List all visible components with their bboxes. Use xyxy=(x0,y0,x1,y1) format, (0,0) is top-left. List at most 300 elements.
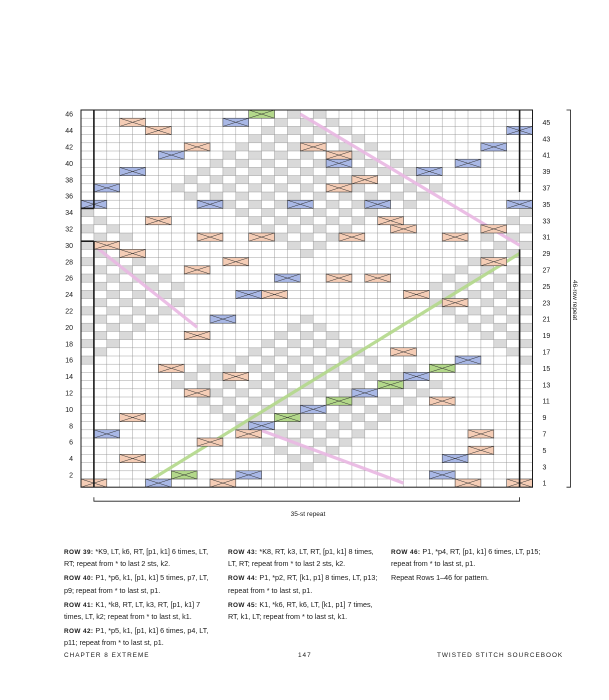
purl-cell xyxy=(287,422,300,430)
purl-cell xyxy=(287,241,300,249)
purl-cell xyxy=(249,167,262,175)
instruction-repeat-note: Repeat Rows 1–46 for pattern. xyxy=(391,573,489,583)
purl-cell xyxy=(275,118,288,126)
purl-cell xyxy=(81,323,94,331)
purl-cell xyxy=(120,233,133,241)
left-row-number: 18 xyxy=(65,341,73,349)
purl-cell xyxy=(365,208,378,216)
purl-cell xyxy=(81,356,94,364)
purl-cell xyxy=(352,184,365,192)
purl-cell xyxy=(326,413,339,421)
purl-cell xyxy=(300,217,313,225)
purl-cell xyxy=(184,372,197,380)
purl-cell xyxy=(520,290,533,298)
stitch-repeat-label: 35-st repeat xyxy=(290,511,326,518)
right-row-number: 15 xyxy=(542,365,551,373)
purl-cell xyxy=(275,364,288,372)
left-row-number: 4 xyxy=(69,456,73,464)
purl-cell xyxy=(442,307,455,315)
purl-cell xyxy=(223,184,236,192)
purl-cell xyxy=(378,184,391,192)
purl-cell xyxy=(287,208,300,216)
purl-cell xyxy=(326,233,339,241)
purl-cell xyxy=(287,323,300,331)
purl-cell xyxy=(133,290,146,298)
purl-cell xyxy=(507,299,520,307)
purl-cell xyxy=(236,208,249,216)
purl-cell xyxy=(507,266,520,274)
purl-cell xyxy=(300,463,313,471)
right-row-number: 7 xyxy=(542,431,547,439)
purl-cell xyxy=(339,438,352,446)
purl-cell xyxy=(287,159,300,167)
purl-cell xyxy=(507,348,520,356)
purl-cell xyxy=(262,176,275,184)
purl-cell xyxy=(275,233,288,241)
left-row-number: 20 xyxy=(65,324,73,332)
purl-cell xyxy=(223,397,236,405)
purl-cell xyxy=(300,331,313,339)
purl-cell xyxy=(494,241,507,249)
stitch-repeat-bracket xyxy=(94,497,520,501)
purl-cell xyxy=(146,266,159,274)
purl-cell xyxy=(507,217,520,225)
purl-cell xyxy=(249,364,262,372)
purl-cell xyxy=(365,422,378,430)
purl-cell xyxy=(158,307,171,315)
instructions-column-1 xyxy=(64,546,214,652)
purl-cell xyxy=(81,225,94,233)
purl-cell xyxy=(236,159,249,167)
purl-cell xyxy=(313,192,326,200)
purl-cell xyxy=(416,389,429,397)
left-row-number: 44 xyxy=(65,128,73,136)
purl-cell xyxy=(326,430,339,438)
purl-cell xyxy=(378,397,391,405)
purl-cell xyxy=(262,208,275,216)
purl-cell xyxy=(391,389,404,397)
purl-cell xyxy=(339,372,352,380)
purl-cell xyxy=(326,217,339,225)
purl-cell xyxy=(300,184,313,192)
purl-cell xyxy=(326,118,339,126)
purl-cell xyxy=(352,430,365,438)
purl-cell xyxy=(429,282,442,290)
left-row-number: 46 xyxy=(65,111,73,119)
purl-cell xyxy=(404,200,417,208)
purl-cell xyxy=(236,389,249,397)
instructions-column-2 xyxy=(228,546,378,625)
purl-cell xyxy=(481,249,494,257)
purl-cell xyxy=(94,331,107,339)
left-row-number: 26 xyxy=(65,275,73,283)
purl-cell xyxy=(468,258,481,266)
purl-cell xyxy=(313,454,326,462)
purl-cell xyxy=(300,151,313,159)
left-row-number: 28 xyxy=(65,259,73,267)
purl-cell xyxy=(275,135,288,143)
purl-cell xyxy=(262,356,275,364)
purl-cell xyxy=(81,208,94,216)
purl-cell xyxy=(300,413,313,421)
purl-cell xyxy=(81,274,94,282)
purl-cell xyxy=(300,364,313,372)
right-row-number: 5 xyxy=(542,447,547,455)
purl-cell xyxy=(313,422,326,430)
purl-cell xyxy=(120,299,133,307)
purl-cell xyxy=(94,299,107,307)
purl-cell xyxy=(326,167,339,175)
purl-cell xyxy=(158,274,171,282)
purl-cell xyxy=(404,381,417,389)
purl-cell xyxy=(275,381,288,389)
purl-cell xyxy=(210,405,223,413)
purl-cell xyxy=(468,323,481,331)
page-number: 147 xyxy=(298,652,312,659)
purl-cell xyxy=(313,340,326,348)
purl-cell xyxy=(120,282,133,290)
right-row-number: 35 xyxy=(542,201,551,209)
purl-cell xyxy=(365,405,378,413)
purl-cell xyxy=(494,340,507,348)
purl-cell xyxy=(197,184,210,192)
purl-cell xyxy=(300,348,313,356)
row-repeat-label: 46-row repeat xyxy=(571,279,578,321)
purl-cell xyxy=(236,143,249,151)
purl-cell xyxy=(210,192,223,200)
right-row-numbers xyxy=(543,120,551,488)
left-row-number: 8 xyxy=(69,423,73,431)
purl-cell xyxy=(146,315,159,323)
purl-cell xyxy=(416,176,429,184)
purl-cell xyxy=(94,282,107,290)
instruction-row-41: ROW 41: K1, *k8, RT, LT, k3, RT, [p1, k1] 7 times, LT, k2; repeat from * to last st, k1. xyxy=(64,599,201,622)
purl-cell xyxy=(262,192,275,200)
purl-cell xyxy=(171,381,184,389)
purl-cell xyxy=(313,356,326,364)
purl-cell xyxy=(339,176,352,184)
right-row-number: 9 xyxy=(542,415,547,423)
purl-cell xyxy=(339,340,352,348)
purl-cell xyxy=(352,413,365,421)
purl-cell xyxy=(378,413,391,421)
purl-cell xyxy=(210,176,223,184)
purl-cell xyxy=(262,159,275,167)
purl-cell xyxy=(223,167,236,175)
purl-cell xyxy=(507,331,520,339)
purl-cell xyxy=(300,397,313,405)
purl-cell xyxy=(365,372,378,380)
purl-cell xyxy=(120,331,133,339)
purl-cell xyxy=(236,192,249,200)
purl-cell xyxy=(133,307,146,315)
purl-cell xyxy=(520,340,533,348)
purl-cell xyxy=(107,323,120,331)
left-row-number: 36 xyxy=(65,193,73,201)
purl-cell xyxy=(313,225,326,233)
purl-cell xyxy=(300,430,313,438)
left-row-number: 34 xyxy=(65,210,73,218)
purl-cell xyxy=(262,438,275,446)
left-row-number: 30 xyxy=(65,242,73,250)
left-row-number: 32 xyxy=(65,226,73,234)
purl-cell xyxy=(262,389,275,397)
purl-cell xyxy=(94,233,107,241)
purl-cell xyxy=(146,299,159,307)
purl-cell xyxy=(378,151,391,159)
purl-cell xyxy=(520,208,533,216)
purl-cell xyxy=(249,381,262,389)
purl-cell xyxy=(339,225,352,233)
purl-cell xyxy=(313,438,326,446)
purl-cell xyxy=(300,249,313,257)
purl-cell xyxy=(133,323,146,331)
right-row-number: 45 xyxy=(542,119,551,127)
purl-cell xyxy=(520,323,533,331)
purl-cell xyxy=(287,143,300,151)
purl-cell xyxy=(275,446,288,454)
purl-cell xyxy=(313,389,326,397)
purl-cell xyxy=(391,372,404,380)
purl-cell xyxy=(210,159,223,167)
purl-cell xyxy=(275,331,288,339)
right-row-number: 17 xyxy=(542,349,551,357)
purl-cell xyxy=(313,110,326,118)
purl-cell xyxy=(249,135,262,143)
purl-cell xyxy=(249,184,262,192)
purl-cell xyxy=(416,192,429,200)
purl-cell xyxy=(107,340,120,348)
purl-cell xyxy=(133,258,146,266)
purl-cell xyxy=(275,217,288,225)
purl-cell xyxy=(339,422,352,430)
purl-cell xyxy=(365,192,378,200)
right-row-number: 3 xyxy=(542,464,547,472)
purl-cell xyxy=(171,299,184,307)
purl-cell xyxy=(494,323,507,331)
purl-cell xyxy=(455,266,468,274)
purl-cell xyxy=(352,135,365,143)
purl-cell xyxy=(197,397,210,405)
right-row-number: 33 xyxy=(542,218,551,226)
purl-cell xyxy=(300,135,313,143)
left-row-number: 10 xyxy=(65,406,73,414)
purl-cell xyxy=(275,348,288,356)
purl-cell xyxy=(120,315,133,323)
purl-cell xyxy=(352,381,365,389)
purl-cell xyxy=(236,405,249,413)
purl-cell xyxy=(313,208,326,216)
purl-cell xyxy=(494,290,507,298)
purl-cell xyxy=(287,225,300,233)
purl-cell xyxy=(210,372,223,380)
purl-cell xyxy=(107,307,120,315)
purl-cell xyxy=(352,397,365,405)
purl-cell xyxy=(378,364,391,372)
purl-cell xyxy=(520,241,533,249)
purl-cell xyxy=(287,405,300,413)
purl-cell xyxy=(184,192,197,200)
purl-cell xyxy=(391,192,404,200)
purl-cell xyxy=(365,143,378,151)
instruction-row-46: ROW 46: P1, *p4, RT, [p1, k1] 6 times, LT, p15; repeat from * to last st, p1. xyxy=(391,547,541,569)
purl-cell xyxy=(287,454,300,462)
right-row-number: 13 xyxy=(542,382,551,390)
purl-cell xyxy=(520,274,533,282)
right-row-number: 19 xyxy=(542,333,551,341)
right-row-number: 23 xyxy=(542,300,551,308)
purl-cell xyxy=(236,356,249,364)
purl-cell xyxy=(313,323,326,331)
purl-cell xyxy=(313,241,326,249)
purl-cell xyxy=(404,397,417,405)
purl-cell xyxy=(494,307,507,315)
purl-cell xyxy=(287,126,300,134)
purl-cell xyxy=(249,151,262,159)
purl-cell xyxy=(287,340,300,348)
purl-cell xyxy=(171,184,184,192)
purl-cell xyxy=(287,192,300,200)
purl-cell xyxy=(262,372,275,380)
purl-cell xyxy=(197,364,210,372)
purl-cell xyxy=(236,176,249,184)
purl-cell xyxy=(339,208,352,216)
purl-cell xyxy=(326,446,339,454)
purl-cell xyxy=(365,356,378,364)
purl-cell xyxy=(481,331,494,339)
row-repeat-bracket xyxy=(567,110,571,487)
left-row-number: 6 xyxy=(69,439,73,447)
right-row-number: 31 xyxy=(542,234,551,242)
purl-cell xyxy=(275,167,288,175)
purl-cell xyxy=(171,282,184,290)
purl-cell xyxy=(313,159,326,167)
purl-cell xyxy=(520,258,533,266)
purl-cell xyxy=(326,200,339,208)
purl-cell xyxy=(481,315,494,323)
purl-cell xyxy=(300,233,313,241)
left-row-number: 38 xyxy=(65,177,73,185)
purl-cell xyxy=(507,315,520,323)
purl-cell xyxy=(107,274,120,282)
instructions-column-3 xyxy=(391,546,546,588)
right-row-number: 43 xyxy=(542,136,551,144)
purl-cell xyxy=(81,258,94,266)
purl-cell xyxy=(300,167,313,175)
purl-cell xyxy=(223,413,236,421)
purl-cell xyxy=(81,307,94,315)
footer-book-title: TWISTED STITCH SOURCEBOOK xyxy=(437,652,564,659)
purl-cell xyxy=(404,184,417,192)
left-row-number: 42 xyxy=(65,144,73,152)
purl-cell xyxy=(404,364,417,372)
purl-cell xyxy=(249,397,262,405)
instruction-row-43: ROW 43: *K8, RT, k3, LT, RT, [p1, k1] 8 times, LT, RT; repeat from * to last 2 sts, k2. xyxy=(228,547,374,569)
purl-cell xyxy=(262,126,275,134)
footer-chapter: CHAPTER 8 EXTREME xyxy=(64,652,150,659)
purl-cell xyxy=(313,176,326,184)
purl-cell xyxy=(287,356,300,364)
right-row-number: 25 xyxy=(542,283,551,291)
purl-cell xyxy=(223,200,236,208)
purl-cell xyxy=(197,381,210,389)
purl-cell xyxy=(300,315,313,323)
purl-cell xyxy=(287,110,300,118)
purl-cell xyxy=(468,290,481,298)
purl-cell xyxy=(326,348,339,356)
right-row-number: 21 xyxy=(542,316,551,324)
purl-cell xyxy=(352,200,365,208)
purl-cell xyxy=(107,290,120,298)
purl-cell xyxy=(275,184,288,192)
left-row-number: 22 xyxy=(65,308,73,316)
left-row-numbers xyxy=(65,112,73,480)
purl-cell xyxy=(197,167,210,175)
purl-cell xyxy=(339,126,352,134)
purl-cell xyxy=(223,151,236,159)
right-row-number: 11 xyxy=(542,398,550,406)
right-row-number: 39 xyxy=(542,169,551,177)
purl-cell xyxy=(429,381,442,389)
purl-cell xyxy=(262,143,275,151)
purl-cell xyxy=(94,348,107,356)
purl-cell xyxy=(107,225,120,233)
purl-cell xyxy=(391,405,404,413)
purl-cell xyxy=(249,348,262,356)
left-row-number: 24 xyxy=(65,292,73,300)
purl-cell xyxy=(442,274,455,282)
purl-cell xyxy=(249,217,262,225)
right-row-number: 37 xyxy=(542,185,551,193)
instruction-row-42: ROW 42: P1, *p5, k1, [p1, k1] 6 times, p4, LT, p11; repeat from * to last st, p1. xyxy=(64,626,209,648)
purl-cell xyxy=(468,307,481,315)
purl-cell xyxy=(352,167,365,175)
purl-cell xyxy=(520,307,533,315)
left-row-number: 12 xyxy=(65,390,73,398)
purl-cell xyxy=(223,364,236,372)
purl-cell xyxy=(352,364,365,372)
purl-cell xyxy=(275,151,288,159)
purl-cell xyxy=(339,389,352,397)
purl-cell xyxy=(94,266,107,274)
purl-cell xyxy=(81,241,94,249)
left-row-number: 2 xyxy=(69,472,73,480)
purl-cell xyxy=(287,372,300,380)
purl-cell xyxy=(249,200,262,208)
purl-cell xyxy=(481,299,494,307)
instruction-row-45: ROW 45: K1, *k6, RT, k6, LT, [k1, p1] 7 times, RT, k1, LT; repeat from * to last st, k1. xyxy=(228,599,373,622)
purl-cell xyxy=(352,217,365,225)
purl-cell xyxy=(184,176,197,184)
instruction-row-40: ROW 40: P1, *p6, k1, [p1, k1] 5 times, p7, LT, p9; repeat from * to last st, p1. xyxy=(64,573,209,595)
purl-cell xyxy=(481,282,494,290)
purl-cell xyxy=(520,356,533,364)
purl-cell xyxy=(94,315,107,323)
left-row-number: 14 xyxy=(65,374,73,382)
purl-cell xyxy=(494,274,507,282)
right-row-number: 41 xyxy=(542,152,551,160)
purl-cell xyxy=(210,389,223,397)
purl-cell xyxy=(81,290,94,298)
purl-cell xyxy=(391,159,404,167)
purl-cell xyxy=(81,340,94,348)
purl-cell xyxy=(326,331,339,339)
purl-cell xyxy=(391,176,404,184)
right-row-number: 27 xyxy=(542,267,551,275)
purl-cell xyxy=(339,192,352,200)
purl-cell xyxy=(481,233,494,241)
purl-cell xyxy=(339,405,352,413)
